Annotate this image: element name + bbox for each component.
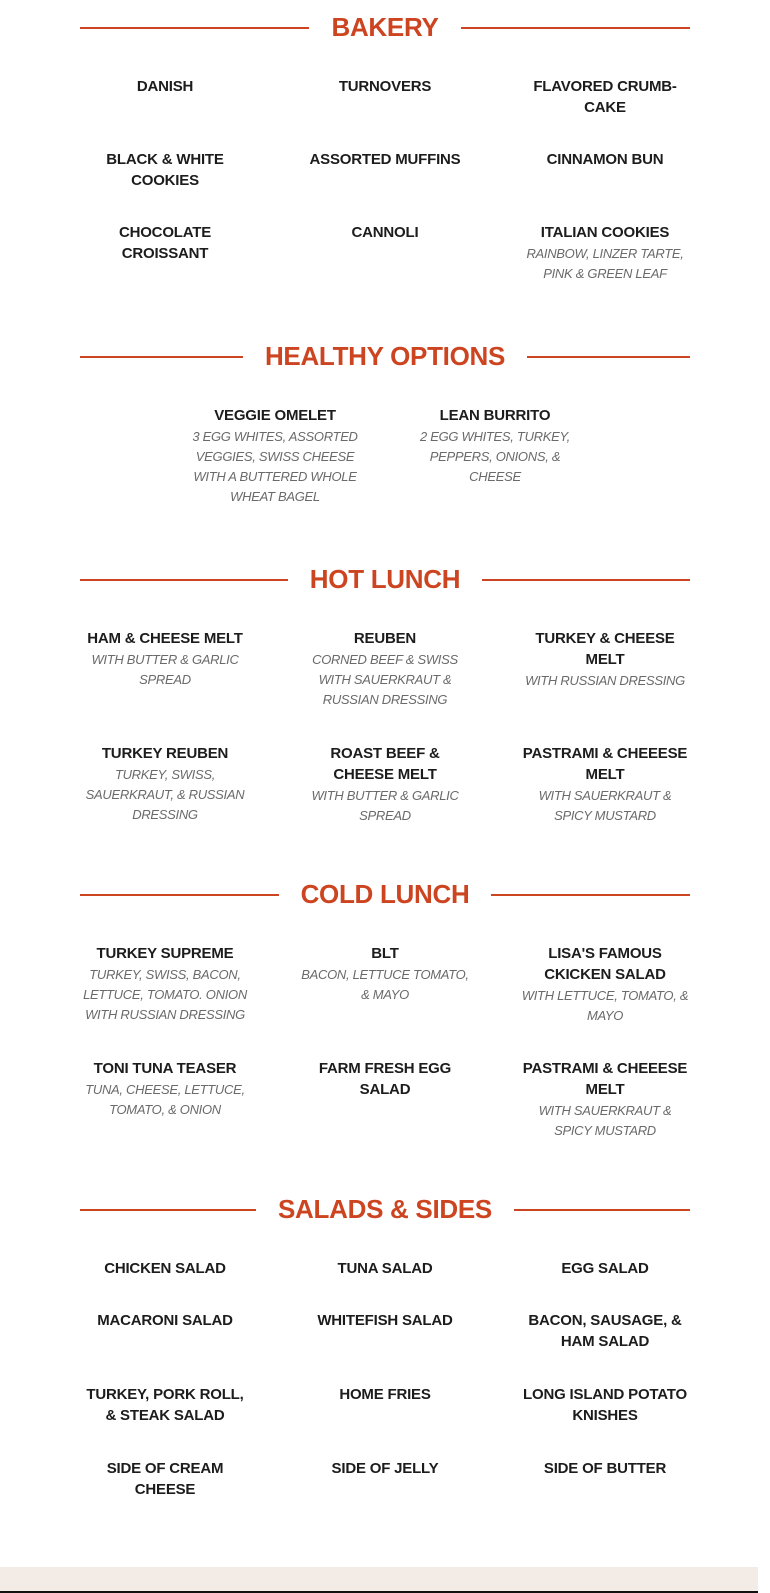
item-description: WITH RUSSIAN DRESSING <box>525 673 685 688</box>
section-title: BAKERY <box>309 12 460 43</box>
item-description: RAINBOW, LINZER TARTE, PINK & GREEN LEAF <box>526 246 684 281</box>
section-header-hot-lunch <box>80 559 690 599</box>
item-name: CHICKEN SALAD <box>104 1260 226 1277</box>
menu-item <box>520 743 690 858</box>
section-title: SALADS & SIDES <box>256 1194 514 1225</box>
item-description: TURKEY, SWISS, BACON, LETTUCE, TOMATO. ONION WITH RUSSIAN DRESSING <box>83 967 247 1022</box>
section-hot-lunch <box>80 559 690 858</box>
menu-item <box>300 1458 470 1532</box>
item-description: WITH BUTTER & GARLIC SPREAD <box>91 652 239 687</box>
item-name: HAM & CHEESE MELT <box>87 630 243 647</box>
item-description: WITH SAUERKRAUT & SPICY MUSTARD <box>538 788 672 823</box>
menu-item <box>520 222 690 295</box>
item-name: CANNOLI <box>351 224 419 241</box>
item-description: 2 EGG WHITES, TURKEY, PEPPERS, ONIONS, & CHEESE <box>420 429 570 484</box>
item-name: ASSORTED MUFFINS <box>309 151 461 168</box>
section-header-salads-sides <box>80 1189 690 1229</box>
item-description: WITH SAUERKRAUT & SPICY MUSTARD <box>538 1103 672 1138</box>
menu-item <box>520 1258 690 1310</box>
menu-item <box>300 149 470 222</box>
section-healthy-options <box>80 336 690 520</box>
menu-item <box>520 76 690 149</box>
item-description: BACON, LETTUCE TOMATO, & MAYO <box>301 967 469 1002</box>
item-name: TURKEY, PORK ROLL, & STEAK SALAD <box>86 1386 244 1424</box>
item-name: SIDE OF BUTTER <box>543 1460 667 1477</box>
item-name: HOME FRIES <box>339 1386 431 1403</box>
item-name: VEGGIE OMELET <box>214 407 336 424</box>
menu-item <box>80 222 250 295</box>
item-name: PASTRAMI & CHEEESE MELT <box>522 745 688 783</box>
item-grid <box>80 943 690 1173</box>
section-cold-lunch <box>80 874 690 1173</box>
item-name: EGG SALAD <box>561 1260 649 1277</box>
item-grid <box>80 1258 690 1532</box>
section-header-cold-lunch <box>80 874 690 914</box>
item-grid <box>80 405 690 520</box>
item-name: TURKEY & CHEESE MELT <box>535 630 675 668</box>
menu-item <box>190 405 360 520</box>
section-header-healthy-options <box>80 336 690 376</box>
item-description: 3 EGG WHITES, ASSORTED VEGGIES, SWISS CHEESE WITH A BUTTERED WHOLE WHEAT BAGEL <box>192 429 358 504</box>
menu-item <box>520 149 690 222</box>
menu-item <box>80 743 250 858</box>
menu-item <box>300 943 470 1058</box>
menu-item <box>300 628 470 743</box>
item-name: TURKEY SUPREME <box>96 945 234 962</box>
item-name: SIDE OF CREAM CHEESE <box>106 1460 224 1498</box>
menu-item <box>300 743 470 858</box>
menu-item <box>520 1458 690 1532</box>
section-title: COLD LUNCH <box>279 879 492 910</box>
item-name: SIDE OF JELLY <box>331 1460 439 1477</box>
item-description: CORNED BEEF & SWISS WITH SAUERKRAUT & RUSSIAN DRESSING <box>312 652 458 707</box>
item-grid <box>80 76 690 295</box>
item-name: ITALIAN COOKIES <box>540 224 670 241</box>
item-name: MACARONI SALAD <box>97 1312 233 1329</box>
item-name: ROAST BEEF & CHEESE MELT <box>330 745 440 783</box>
section-header-bakery <box>80 7 690 47</box>
menu-item <box>80 1384 250 1458</box>
item-name: BLT <box>371 945 399 962</box>
menu-item <box>80 149 250 222</box>
menu-item <box>80 1058 250 1173</box>
item-description: WITH LETTUCE, TOMATO, & MAYO <box>521 988 689 1023</box>
menu-item <box>300 222 470 295</box>
menu-item <box>520 1384 690 1458</box>
section-bakery <box>80 7 690 295</box>
menu-item <box>300 1058 470 1173</box>
footer-band <box>0 1567 758 1593</box>
item-description: TUNA, CHEESE, LETTUCE, TOMATO, & ONION <box>85 1082 245 1117</box>
menu-item <box>80 943 250 1058</box>
item-description: TURKEY, SWISS, SAUERKRAUT, & RUSSIAN DRESSING <box>85 767 245 822</box>
section-title: HOT LUNCH <box>288 564 482 595</box>
menu-item <box>80 628 250 743</box>
item-description: WITH BUTTER & GARLIC SPREAD <box>311 788 459 823</box>
menu-item <box>300 76 470 149</box>
item-name: WHITEFISH SALAD <box>317 1312 453 1329</box>
menu-item <box>520 1058 690 1173</box>
menu-item <box>80 1258 250 1310</box>
item-name: BLACK & WHITE COOKIES <box>106 151 224 189</box>
item-name: LONG ISLAND POTATO KNISHES <box>523 1386 687 1424</box>
menu-item <box>520 1310 690 1384</box>
menu-item <box>80 1458 250 1532</box>
menu-item <box>300 1384 470 1458</box>
menu-item <box>410 405 580 520</box>
menu-item <box>520 943 690 1058</box>
menu-item <box>300 1310 470 1384</box>
section-salads-sides <box>80 1189 690 1532</box>
item-name: CINNAMON BUN <box>546 151 664 168</box>
item-name: FLAVORED CRUMB-CAKE <box>533 78 677 116</box>
item-name: TURKEY REUBEN <box>101 745 229 762</box>
item-name: FARM FRESH EGG SALAD <box>318 1060 452 1098</box>
item-name: PASTRAMI & CHEEESE MELT <box>522 1060 688 1098</box>
item-name: CHOCOLATE CROISSANT <box>118 224 212 262</box>
item-name: LEAN BURRITO <box>439 407 551 424</box>
item-name: TONI TUNA TEASER <box>93 1060 237 1077</box>
item-name: DANISH <box>136 78 194 95</box>
item-grid <box>80 628 690 858</box>
menu-item <box>80 76 250 149</box>
item-name: REUBEN <box>353 630 417 647</box>
item-name: TUNA SALAD <box>337 1260 433 1277</box>
item-name: LISA'S FAMOUS CKICKEN SALAD <box>544 945 666 983</box>
menu-item <box>80 1310 250 1384</box>
menu-item <box>520 628 690 743</box>
item-name: BACON, SAUSAGE, & HAM SALAD <box>528 1312 682 1350</box>
section-title: HEALTHY OPTIONS <box>243 341 527 372</box>
menu-item <box>300 1258 470 1310</box>
item-name: TURNOVERS <box>338 78 432 95</box>
